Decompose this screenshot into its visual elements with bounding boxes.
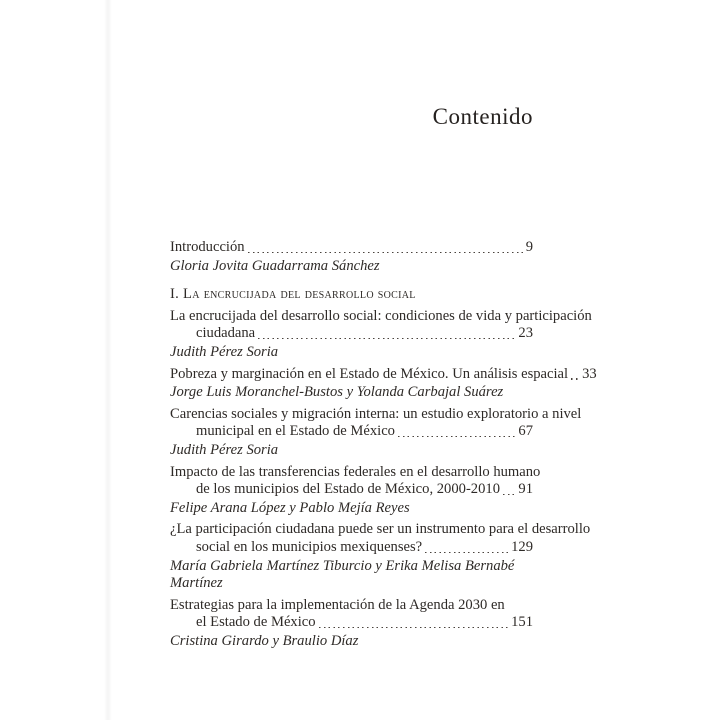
- toc-entry-page: 67: [518, 423, 533, 440]
- toc-entry-title: ¿La participación ciudadana puede ser un instrumento para el desarrollo: [170, 521, 591, 538]
- toc-entry-title: La encrucijada del desarrollo social: condiciones de vida y participación: [170, 307, 592, 324]
- toc-entry-line: [170, 539, 533, 557]
- toc-entry-page: 33: [582, 365, 597, 382]
- toc-entry-line: [170, 239, 533, 257]
- toc-entry-title: Carencias sociales y migración interna: un estudio exploratorio a nivel: [170, 405, 582, 422]
- toc-entry-title-cont: social en los municipios mexiquenses?: [196, 538, 423, 555]
- dot-leader: [395, 423, 518, 441]
- toc-entry-author: María Gabriela Martínez Tiburcio y Erika Melisa Bernabé Martínez: [170, 557, 515, 592]
- toc-entry-title: Estrategias para la implementación de la Agenda 2030 en: [170, 596, 505, 613]
- toc-entry-line: [170, 405, 582, 424]
- toc-entry-author: Judith Pérez Soria: [170, 441, 279, 458]
- dot-leader: [500, 481, 518, 499]
- toc-entry: [170, 307, 592, 362]
- toc-entry-line: [170, 463, 541, 482]
- toc-entry-line: [170, 365, 597, 384]
- toc-entry-author: Jorge Luis Moranchel-Bustos y Yolanda Carbajal Suárez: [170, 384, 504, 401]
- page-scan-edge: [104, 0, 112, 720]
- dot-leader: [245, 239, 526, 257]
- toc-entry-line: [170, 325, 533, 343]
- toc-entry-title-cont: el Estado de México: [196, 614, 316, 631]
- toc-entry-page: 23: [518, 325, 533, 342]
- toc-entry-line: [170, 307, 592, 326]
- toc-entry-line: [170, 614, 533, 632]
- dot-leader: [422, 539, 511, 557]
- page-title: Contenido: [432, 104, 533, 129]
- toc-entry: [170, 365, 597, 402]
- toc-entry-page: 91: [518, 481, 533, 498]
- dot-leader: [316, 614, 512, 632]
- dot-leader: [255, 325, 518, 343]
- toc-entry-title-cont: ciudadana: [196, 325, 256, 342]
- table-of-contents: [170, 239, 597, 654]
- toc-entry-line: [170, 597, 533, 615]
- toc-entry-author: Gloria Jovita Guadarrama Sánchez: [170, 257, 380, 274]
- toc-entry-line: [170, 423, 533, 441]
- toc-entry-line: [170, 521, 591, 539]
- toc-entry-title: Impacto de las transferencias federales en el desarrollo humano: [170, 463, 541, 480]
- dot-leader: [568, 366, 582, 384]
- section-heading: I. La encrucijada del desarrollo social: [170, 286, 416, 303]
- toc-entry: [170, 521, 591, 592]
- toc-entry-page: 9: [525, 239, 533, 255]
- toc-entry-author: Judith Pérez Soria: [170, 343, 279, 360]
- toc-entry: [170, 239, 533, 275]
- toc-entry-title: Pobreza y marginación en el Estado de México. Un análisis espacial: [170, 365, 569, 382]
- toc-entry-title-cont: municipal en el Estado de México: [196, 423, 395, 440]
- toc-entry-author: Felipe Arana López y Pablo Mejía Reyes: [170, 499, 410, 516]
- toc-entry-author: Cristina Girardo y Braulio Díaz: [170, 632, 359, 649]
- toc-entry-line: [170, 481, 533, 499]
- toc-entry: [170, 463, 541, 518]
- toc-entry-page: 151: [511, 614, 533, 631]
- toc-entry-page: 129: [511, 538, 533, 555]
- toc-entry-title: Introducción: [170, 239, 245, 255]
- toc-entry-title-cont: de los municipios del Estado de México, 2000-2010: [196, 481, 500, 498]
- toc-entry: [170, 405, 582, 460]
- toc-entry: [170, 597, 533, 651]
